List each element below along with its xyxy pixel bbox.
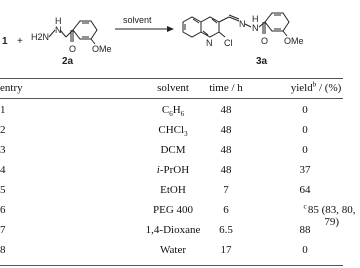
cell-yield: 64 xyxy=(299,184,311,196)
cell-solvent: PEG 400 xyxy=(152,204,194,216)
h2n-atom: H2N xyxy=(31,32,50,42)
cell-time: 48 xyxy=(220,144,232,156)
nh-h-atom: H xyxy=(55,16,62,26)
cell-entry: 8 xyxy=(0,244,6,256)
cell-solvent: $C_6H_6$ xyxy=(161,104,185,119)
table-row xyxy=(0,124,343,144)
reagent-1-label: 1 xyxy=(2,36,8,47)
imine-n-atom: N xyxy=(239,19,246,29)
nh-n-atom: N xyxy=(55,25,62,35)
cell-time: 7 xyxy=(223,184,229,196)
cell-entry: 6 xyxy=(0,204,6,216)
header-yield-text: yield xyxy=(290,82,313,94)
arrow-head xyxy=(167,26,174,32)
cell-solvent: CHCl$_3$ xyxy=(158,124,188,139)
carbonyl-o-atom: O xyxy=(69,44,77,54)
arrow-condition: solvent xyxy=(123,15,152,25)
cell-solvent: i-PrOH xyxy=(156,164,190,176)
cell-time: 48 xyxy=(220,104,232,116)
quinoline-n-atom: N xyxy=(206,38,213,48)
product-3a-label: 3a xyxy=(256,56,268,67)
cell-entry: 2 xyxy=(0,124,6,136)
reagent-2a-label: 2a xyxy=(62,56,74,67)
cell-time: 48 xyxy=(220,164,232,176)
cell-entry: 5 xyxy=(0,184,6,196)
table-row xyxy=(0,164,343,184)
cell-yield: 88 xyxy=(299,224,311,236)
table-row xyxy=(0,144,343,164)
table-row xyxy=(0,244,343,264)
cell-solvent: 1,4-Dioxane xyxy=(145,224,201,236)
cell-yield: 0 xyxy=(302,144,308,156)
cell-yield: 0 xyxy=(302,104,308,116)
cell-yield: 0 xyxy=(302,124,308,136)
cell-solvent: Water xyxy=(160,244,186,256)
table-row xyxy=(0,224,343,244)
table-header-rule xyxy=(0,98,343,99)
header-time: time / h xyxy=(209,82,243,94)
amide-n-atom: N xyxy=(252,23,259,33)
reaction-scheme xyxy=(0,0,343,72)
header-solvent: solvent xyxy=(157,82,189,94)
cell-entry: 3 xyxy=(0,144,6,156)
cell-time: 17 xyxy=(220,244,232,256)
table-row xyxy=(0,184,343,204)
cell-entry: 4 xyxy=(0,164,6,176)
cell-entry: 7 xyxy=(0,224,6,236)
header-entry: entry xyxy=(0,82,23,94)
cell-yield: 37 xyxy=(299,164,311,176)
cell-yield-value: 85 (83, 80, 79) xyxy=(307,204,356,228)
table-row xyxy=(0,104,343,124)
cell-entry: 1 xyxy=(0,104,6,116)
header-yield xyxy=(276,82,356,94)
table-top-rule xyxy=(0,78,343,79)
cell-yield: 0 xyxy=(302,244,308,256)
table-bottom-rule xyxy=(0,265,343,266)
cell-yield xyxy=(250,202,360,228)
header-yield-unit: / (%) xyxy=(316,82,342,94)
cell-solvent: DCM xyxy=(160,144,186,156)
amide-h-atom: H xyxy=(252,14,259,24)
cl-atom: Cl xyxy=(224,38,233,48)
cell-yield-footnote: c xyxy=(303,202,307,211)
header-yield-footnote: b xyxy=(312,80,317,89)
cell-solvent: EtOH xyxy=(160,184,186,196)
product-structure xyxy=(183,13,289,37)
cell-time: 48 xyxy=(220,124,232,136)
product-methoxy: OMe xyxy=(284,36,304,46)
cell-time: 6.5 xyxy=(219,224,233,236)
product-carbonyl-o: O xyxy=(261,36,269,46)
methoxy-group: OMe xyxy=(92,44,112,54)
table-row xyxy=(0,202,356,228)
plus-sign: + xyxy=(17,36,23,47)
cell-time: 6 xyxy=(223,204,229,216)
